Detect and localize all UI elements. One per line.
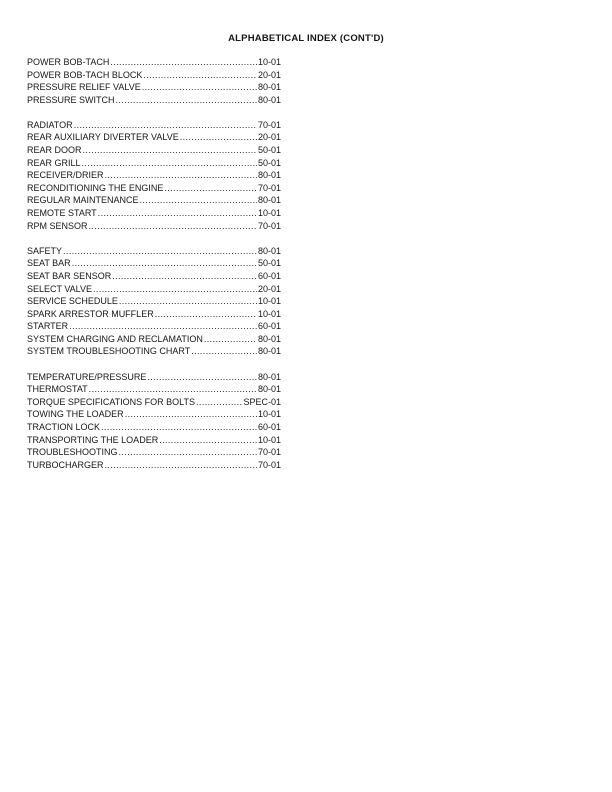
dot-leader (191, 345, 257, 358)
entry-title: REMOTE START (27, 208, 97, 219)
entry-title: RECEIVER/DRIER (27, 170, 104, 181)
entry-page-number: 80-01 (257, 170, 281, 181)
entry-page-number: 80-01 (257, 333, 281, 344)
entry-title: REGULAR MAINTENANCE (27, 195, 139, 206)
entry-page-number: 70-01 (257, 182, 281, 193)
entry-page-number: 70-01 (257, 220, 281, 231)
index-entry (27, 371, 281, 384)
index-entry (27, 270, 281, 283)
entry-title: STARTER (27, 321, 69, 332)
dot-leader (204, 333, 257, 346)
dot-leader (82, 157, 257, 170)
page-title: ALPHABETICAL INDEX (CONT'D) (228, 33, 384, 44)
index-entry (27, 320, 281, 333)
entry-page-number: 80-01 (257, 195, 281, 206)
entry-page-number: 20-01 (257, 283, 281, 294)
entry-title: RADIATOR (27, 119, 73, 130)
dot-leader (101, 421, 257, 434)
entry-page-number: 60-01 (257, 270, 281, 281)
entry-page-number: 50-01 (257, 258, 281, 269)
entry-page-number: 80-01 (257, 82, 281, 93)
entry-page-number: 10-01 (257, 57, 281, 67)
entry-page-number: 70-01 (257, 447, 281, 458)
entry-page-number: 70-01 (257, 459, 281, 470)
index-entry (27, 283, 281, 296)
entry-title: PRESSURE RELIEF VALVE (27, 82, 141, 93)
entry-page-number: 50-01 (257, 145, 281, 156)
entry-page-number: 60-01 (257, 321, 281, 332)
dot-leader (142, 81, 257, 94)
index-entry (27, 56, 281, 69)
index-entry (27, 69, 281, 82)
entry-page-number: 10-01 (257, 296, 281, 307)
index-group (27, 371, 281, 472)
index-entry (27, 144, 281, 157)
entry-page-number: 10-01 (257, 409, 281, 420)
entry-page-number: 60-01 (257, 421, 281, 432)
dot-leader (98, 207, 257, 220)
dot-leader (125, 408, 257, 421)
entry-title: RPM SENSOR (27, 220, 88, 231)
dot-leader (155, 308, 257, 321)
entry-page-number: 10-01 (257, 208, 281, 219)
dot-leader (63, 245, 257, 258)
dot-leader (147, 371, 257, 384)
entry-title: TEMPERATURE/PRESSURE (27, 371, 147, 382)
entry-title: SAFETY (27, 245, 63, 256)
index-entry (27, 408, 281, 421)
index-entry (27, 257, 281, 270)
dot-leader (93, 283, 257, 296)
dot-leader (159, 434, 257, 447)
index-entry (27, 446, 281, 459)
entry-page-number: 80-01 (257, 245, 281, 256)
index-group (27, 245, 281, 358)
index-entry (27, 421, 281, 434)
alphabetical-index-list (27, 56, 281, 471)
index-entry (27, 220, 281, 233)
entry-title: SYSTEM CHARGING AND RECLAMATION (27, 333, 203, 344)
entry-page-number: SPEC-01 (243, 396, 281, 407)
dot-leader (143, 69, 257, 82)
entry-page-number: 10-01 (257, 434, 281, 445)
entry-page-number: 20-01 (257, 132, 281, 143)
dot-leader (116, 94, 257, 107)
entry-page-number: 80-01 (257, 346, 281, 357)
dot-leader (112, 270, 257, 283)
index-entry (27, 94, 281, 107)
dot-leader (196, 396, 242, 409)
entry-title: TROUBLESHOOTING (27, 447, 118, 458)
index-entry (27, 157, 281, 170)
index-entry (27, 333, 281, 346)
entry-page-number: 10-01 (257, 308, 281, 319)
dot-leader (140, 194, 257, 207)
dot-leader (110, 56, 257, 69)
entry-title: SEAT BAR SENSOR (27, 270, 112, 281)
dot-leader (89, 383, 257, 396)
entry-title: TRANSPORTING THE LOADER (27, 434, 159, 445)
dot-leader (105, 169, 257, 182)
dot-leader (74, 119, 257, 132)
index-entry (27, 81, 281, 94)
dot-leader (119, 295, 257, 308)
index-entry (27, 295, 281, 308)
dot-leader (105, 459, 257, 472)
index-group (27, 56, 281, 106)
entry-title: TRACTION LOCK (27, 421, 101, 432)
entry-title: REAR DOOR (27, 145, 82, 156)
index-entry (27, 396, 281, 409)
dot-leader (180, 131, 257, 144)
entry-page-number: 80-01 (257, 384, 281, 395)
entry-title: RECONDITIONING THE ENGINE (27, 182, 164, 193)
entry-title: TOWING THE LOADER (27, 409, 124, 420)
entry-title: TORQUE SPECIFICATIONS FOR BOLTS (27, 396, 196, 407)
entry-title: THERMOSTAT (27, 384, 88, 395)
index-entry (27, 207, 281, 220)
entry-title: REAR GRILL (27, 157, 81, 168)
index-entry (27, 308, 281, 321)
dot-leader (119, 446, 257, 459)
entry-title: SPARK ARRESTOR MUFFLER (27, 308, 154, 319)
dot-leader (83, 144, 257, 157)
index-group (27, 119, 281, 232)
entry-page-number: 20-01 (257, 69, 281, 80)
index-entry (27, 345, 281, 358)
dot-leader (89, 220, 257, 233)
entry-page-number: 80-01 (257, 94, 281, 105)
index-entry (27, 119, 281, 132)
entry-title: PRESSURE SWITCH (27, 94, 115, 105)
index-entry (27, 131, 281, 144)
index-entry (27, 383, 281, 396)
entry-title: SERVICE SCHEDULE (27, 296, 118, 307)
entry-page-number: 50-01 (257, 157, 281, 168)
entry-title: TURBOCHARGER (27, 459, 104, 470)
entry-title: REAR AUXILIARY DIVERTER VALVE (27, 132, 179, 143)
index-entry (27, 245, 281, 258)
entry-page-number: 80-01 (257, 371, 281, 382)
index-entry (27, 434, 281, 447)
entry-title: SYSTEM TROUBLESHOOTING CHART (27, 346, 191, 357)
dot-leader (69, 320, 257, 333)
entry-title: SELECT VALVE (27, 283, 93, 294)
entry-page-number: 70-01 (257, 119, 281, 130)
index-entry (27, 194, 281, 207)
dot-leader (164, 182, 257, 195)
index-entry (27, 459, 281, 472)
index-entry (27, 182, 281, 195)
entry-title: POWER BOB-TACH BLOCK (27, 69, 143, 80)
entry-title: POWER BOB-TACH (27, 57, 110, 67)
dot-leader (72, 257, 257, 270)
entry-title: SEAT BAR (27, 258, 71, 269)
index-entry (27, 169, 281, 182)
